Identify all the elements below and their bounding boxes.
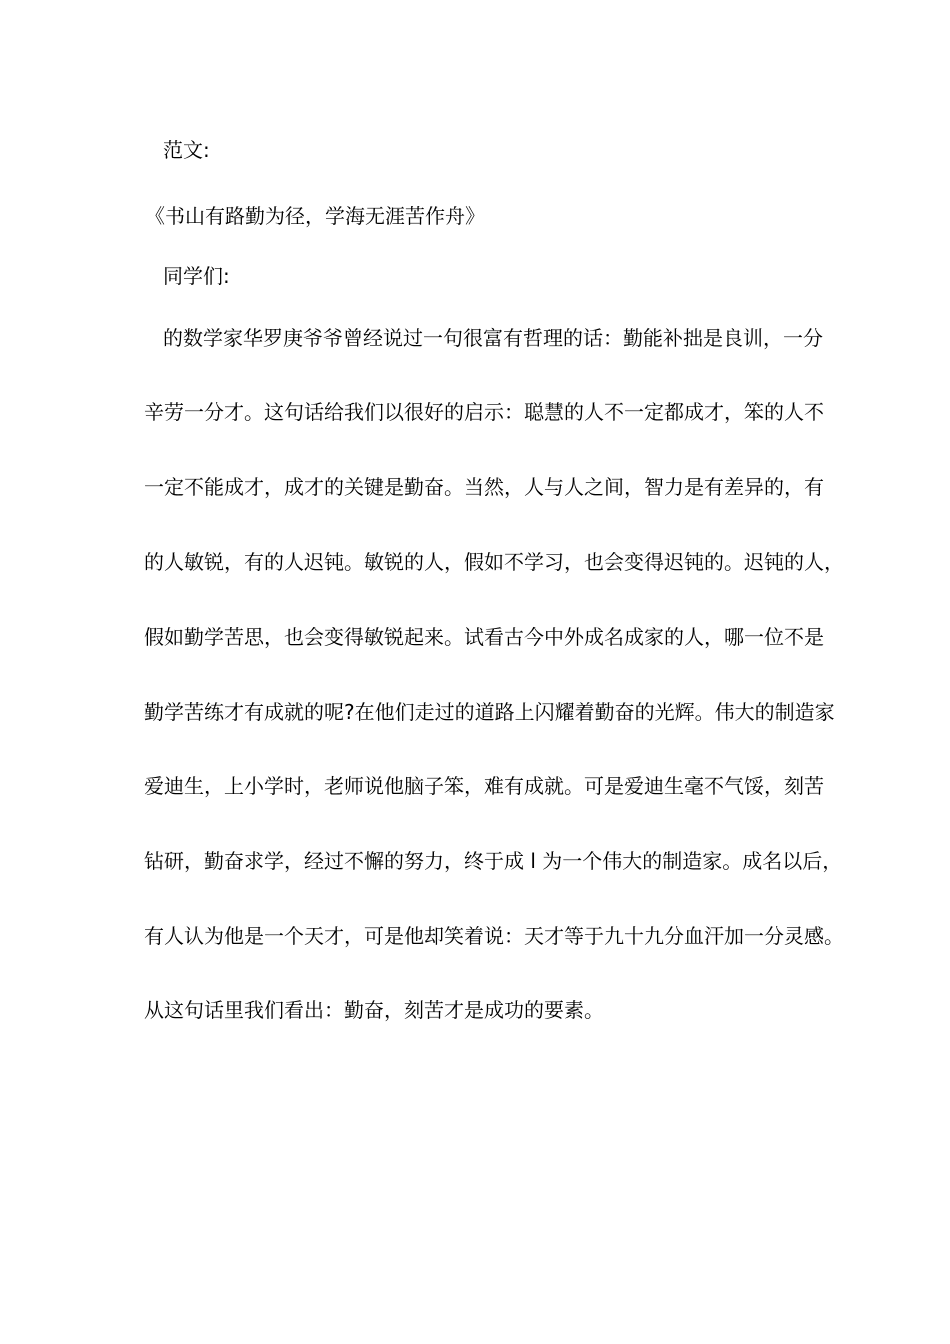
- paragraph-line: 从这句话里我们看出：勤奋，刻苦才是成功的要素。: [144, 998, 604, 1022]
- paragraph-line: 的人敏锐，有的人迟钝。敏锐的人，假如不学习，也会变得迟钝的。迟钝的人，: [144, 550, 844, 574]
- salutation: 同学们:: [163, 264, 230, 288]
- paragraph-line: 辛劳一分才。这句话给我们以很好的启示：聪慧的人不一定都成才，笨的人不: [144, 400, 824, 424]
- section-label: 范文:: [163, 138, 210, 162]
- paragraph-line: 钻研，勤奋求学，经过不懈的努力，终于成 l 为一个伟大的制造家。成名以后，: [144, 849, 843, 873]
- paragraph-line: 有人认为他是一个天才，可是他却笑着说：天才等于九十九分血汗加一分灵感。: [144, 924, 844, 948]
- paragraph-line: 假如勤学苦思，也会变得敏锐起来。试看古今中外成名成家的人，哪一位不是: [144, 625, 824, 649]
- paragraph-line: 的数学家华罗庚爷爷曾经说过一句很富有哲理的话：勤能补拙是良训，一分: [163, 326, 823, 350]
- paragraph-line: 勤学苦练才有成就的呢?在他们走过的道路上闪耀着勤奋的光辉。伟大的制造家: [144, 700, 835, 724]
- essay-title: 《书山有路勤为径，学海无涯苦作舟》: [145, 204, 485, 228]
- paragraph-line: 爱迪生，上小学时，老师说他脑子笨，难有成就。可是爱迪生毫不气馁，刻苦: [144, 774, 824, 798]
- paragraph-line: 一定不能成才，成才的关键是勤奋。当然，人与人之间，智力是有差异的，有: [144, 475, 824, 499]
